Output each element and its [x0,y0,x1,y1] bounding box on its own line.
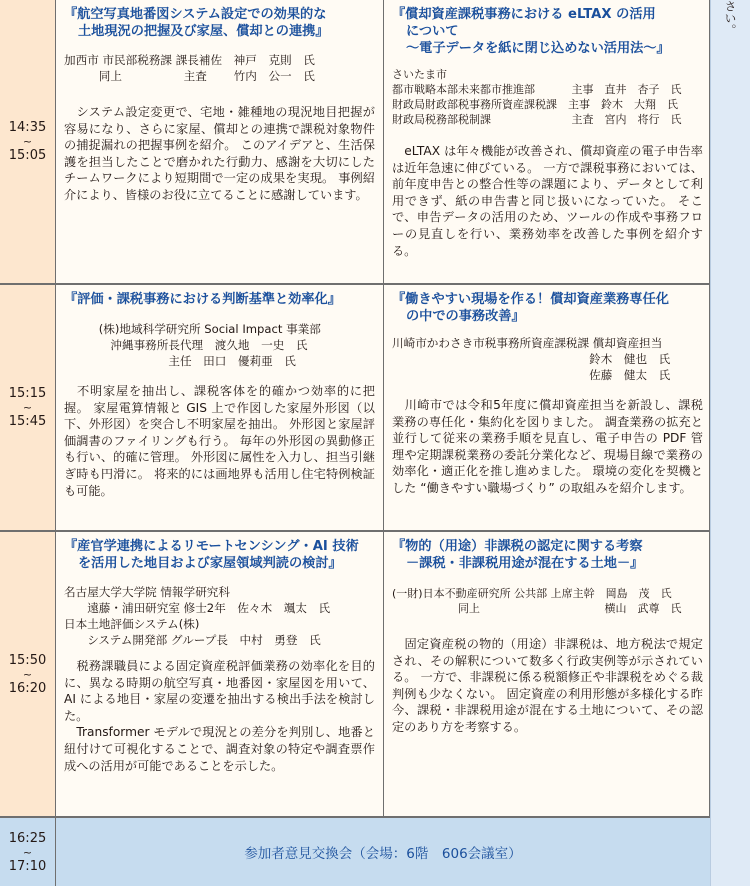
session-title [392,6,703,57]
time-start: 15:15 [8,386,47,401]
speaker-line: 加西市 市民部税務課 課長補佐 神戸 克則 氏 [64,53,315,67]
title-line: ～電子データを紙に閉じ込めない活用法～』 [406,41,670,56]
speaker-list [392,67,703,127]
title-line: －課税・非課税用途が混在する土地－』 [406,556,644,571]
session-description [392,143,703,259]
speaker-list [392,335,703,383]
session-description [64,383,375,499]
time-tilde: ~ [22,401,33,414]
speaker-line: 日本土地評価システム(株) [64,617,200,631]
speaker-line: (株)地域科学研究所 Social Impact 事業部 [64,322,321,336]
session-title [64,291,375,308]
description-paragraph: eLTAX は年々機能が改善され、償却資産の電子申告率は近年急速に伸びている。 一方で課税事務においては、前年度申告との整合性等の課題により、データとして利用できず、紙の申告書と同じ扱いになっていた。 そこで、申告データの活用のため、ツールの作成や事務フローの見直しを行い、業務効率を改善した事例を紹介する。 [392,144,703,258]
title-line: 土地現況の把握及び家屋、償却との連携』 [78,24,329,39]
title-line: 『航空写真地番図システム設定での効果的な [64,7,327,22]
speaker-line: 主任 田口 優莉亜 氏 [64,354,296,368]
speaker-line: 同上 横山 武尊 氏 [392,602,682,615]
description-paragraph: Transformer モデルで現況との差分を判別し、地番と紐付けて可視化することで、調査対象の特定や調査票作成への活用が可能であることを示した。 [64,725,375,773]
time-start: 16:25 [8,830,47,846]
speaker-line: 沖縄事務所長代理 渡久地 一史 氏 [64,338,308,352]
speaker-list [64,321,375,369]
speaker-line: 財政局税務部税制課 主査 宮内 将行 氏 [392,113,682,126]
time-slot-2 [0,285,56,530]
session-cell-2-right [384,285,710,530]
side-strip [710,0,750,886]
session-description [392,397,703,497]
exchange-label: 参加者意見交換会（会場：6階 606会議室） [244,846,522,862]
session-cell-1-right [384,0,710,283]
time-tilde: ~ [22,135,33,148]
title-line: 『働きやすい現場を作る！償却資産業務専任化 [392,292,669,307]
time-slot-exchange [0,818,56,886]
speaker-line: 川崎市かわさき市税事務所資産課税課 償却資産担当 [392,336,663,350]
time-start: 15:50 [8,652,47,668]
time-tilde: ~ [22,845,33,859]
speaker-line: 遠藤・浦田研究室 修士2年 佐々木 颯太 氏 [64,601,331,615]
time-tilde: ~ [22,667,33,681]
session-title [392,291,703,325]
description-paragraph: 不明家屋を抽出し、課税客体を的確かつ効率的に把握。 家屋電算情報と GIS 上で作図した家屋外形図（以下、外形図）を突合し不明家屋を抽出。 外形図と家屋評価調書のファイリングも行う。 毎年の外形図の異動修正も行い、的確に管理。 外形図に属性を入力し、担当引継ぎ時も円滑に。 将来的には画地界も活用し住宅特例検証も可能。 [64,384,375,498]
session-title [64,6,375,40]
time-start: 14:35 [8,120,47,135]
time-slot-3 [0,532,56,816]
session-cell-2-left [56,285,384,530]
speaker-line: 都市戦略本部未来都市推進部 主事 直井 杏子 氏 [392,83,682,96]
description-paragraph: 税務課職員による固定資産税評価業務の効率化を目的に、異なる時期の航空写真・地番図・家屋図を用いて、AI による地目・家屋の変遷を抽出する検出手法を検討した。 [64,659,375,723]
speaker-line: さいたま市 [392,68,447,81]
session-title [64,538,375,572]
session-description [392,636,703,736]
speaker-line: 名古屋大学大学院 情報学研究科 [64,585,230,599]
title-line: 『評価・課税事務における判断基準と効率化』 [64,292,341,307]
speaker-line: 鈴木 健也 氏 [392,352,671,366]
time-end: 15:05 [8,148,47,163]
description-paragraph: 固定資産税の物的（用途）非課税は、地方税法で規定され、その解釈について数多く行政実例等が示されている。 一方で、非課税に係る税額修正や非課税をめぐる裁判例も少なくない。 固定資産の利用形態が多様化する昨今、課税・非課税用途が混在する土地について、その認定のあり方を考察する。 [392,637,703,734]
time-end: 17:10 [8,858,47,874]
title-line: 『物的（用途）非課税の認定に関する考察 [392,539,643,554]
session-description [64,658,375,774]
session-title [392,538,703,572]
speaker-line: (一財)日本不動産研究所 公共部 上席主幹 岡島 茂 氏 [392,587,672,600]
title-line: を活用した地目および家屋領域判読の検討』 [78,556,342,571]
speaker-list [64,584,375,648]
time-end: 16:20 [8,680,47,696]
speaker-list [64,52,375,84]
session-cell-3-right [384,532,710,816]
description-paragraph: システム設定変更で、宅地・雑種地の現況地目把握が容易になり、さらに家屋、償却との連携で課税対象物件の捕捉漏れの把握事例を紹介。 このアイデアと、生活保護を担当したことで磨かれた行動力、感謝を大切にしたチームワークにより短期間で一定の成果を実現。 事例紹介により、皆様のお役に立てることに感謝しています。 [64,105,375,202]
title-line: について [406,24,459,39]
description-paragraph: 川崎市では令和5年度に償却資産担当を新設し、課税業務の専任化・集約化を図りました。 調査業務の拡充と並行して従来の業務手順を見直し、電子申告の PDF 管理や定期課税業務の委託分業化など、現場目線で業務の効率化・適正化を推し進めました。 環境の変化を契機とした “働きやすい職場づくり” の取組みを紹介します。 [392,398,703,495]
time-end: 15:45 [8,414,47,429]
speaker-line: システム開発部 グループ長 中村 勇登 氏 [64,633,321,647]
session-description [64,104,375,204]
side-note: さい。 [723,0,737,36]
session-cell-1-left [56,0,384,283]
title-line: の中での事務改善』 [406,309,525,324]
speaker-line: 佐藤 健太 氏 [392,368,671,382]
title-line: 『産官学連携によるリモートセンシング・AI 技術 [64,539,359,554]
title-line: 『償却資産課税事務における eLTAX の活用 [392,7,656,22]
session-cell-3-left [56,532,384,816]
speaker-line: 同上 主査 竹内 公一 氏 [64,69,315,83]
speaker-line: 財政局財政部税事務所資産課税課 主事 鈴木 大翔 氏 [392,98,678,111]
time-slot-1 [0,0,56,283]
speaker-list [392,586,703,616]
